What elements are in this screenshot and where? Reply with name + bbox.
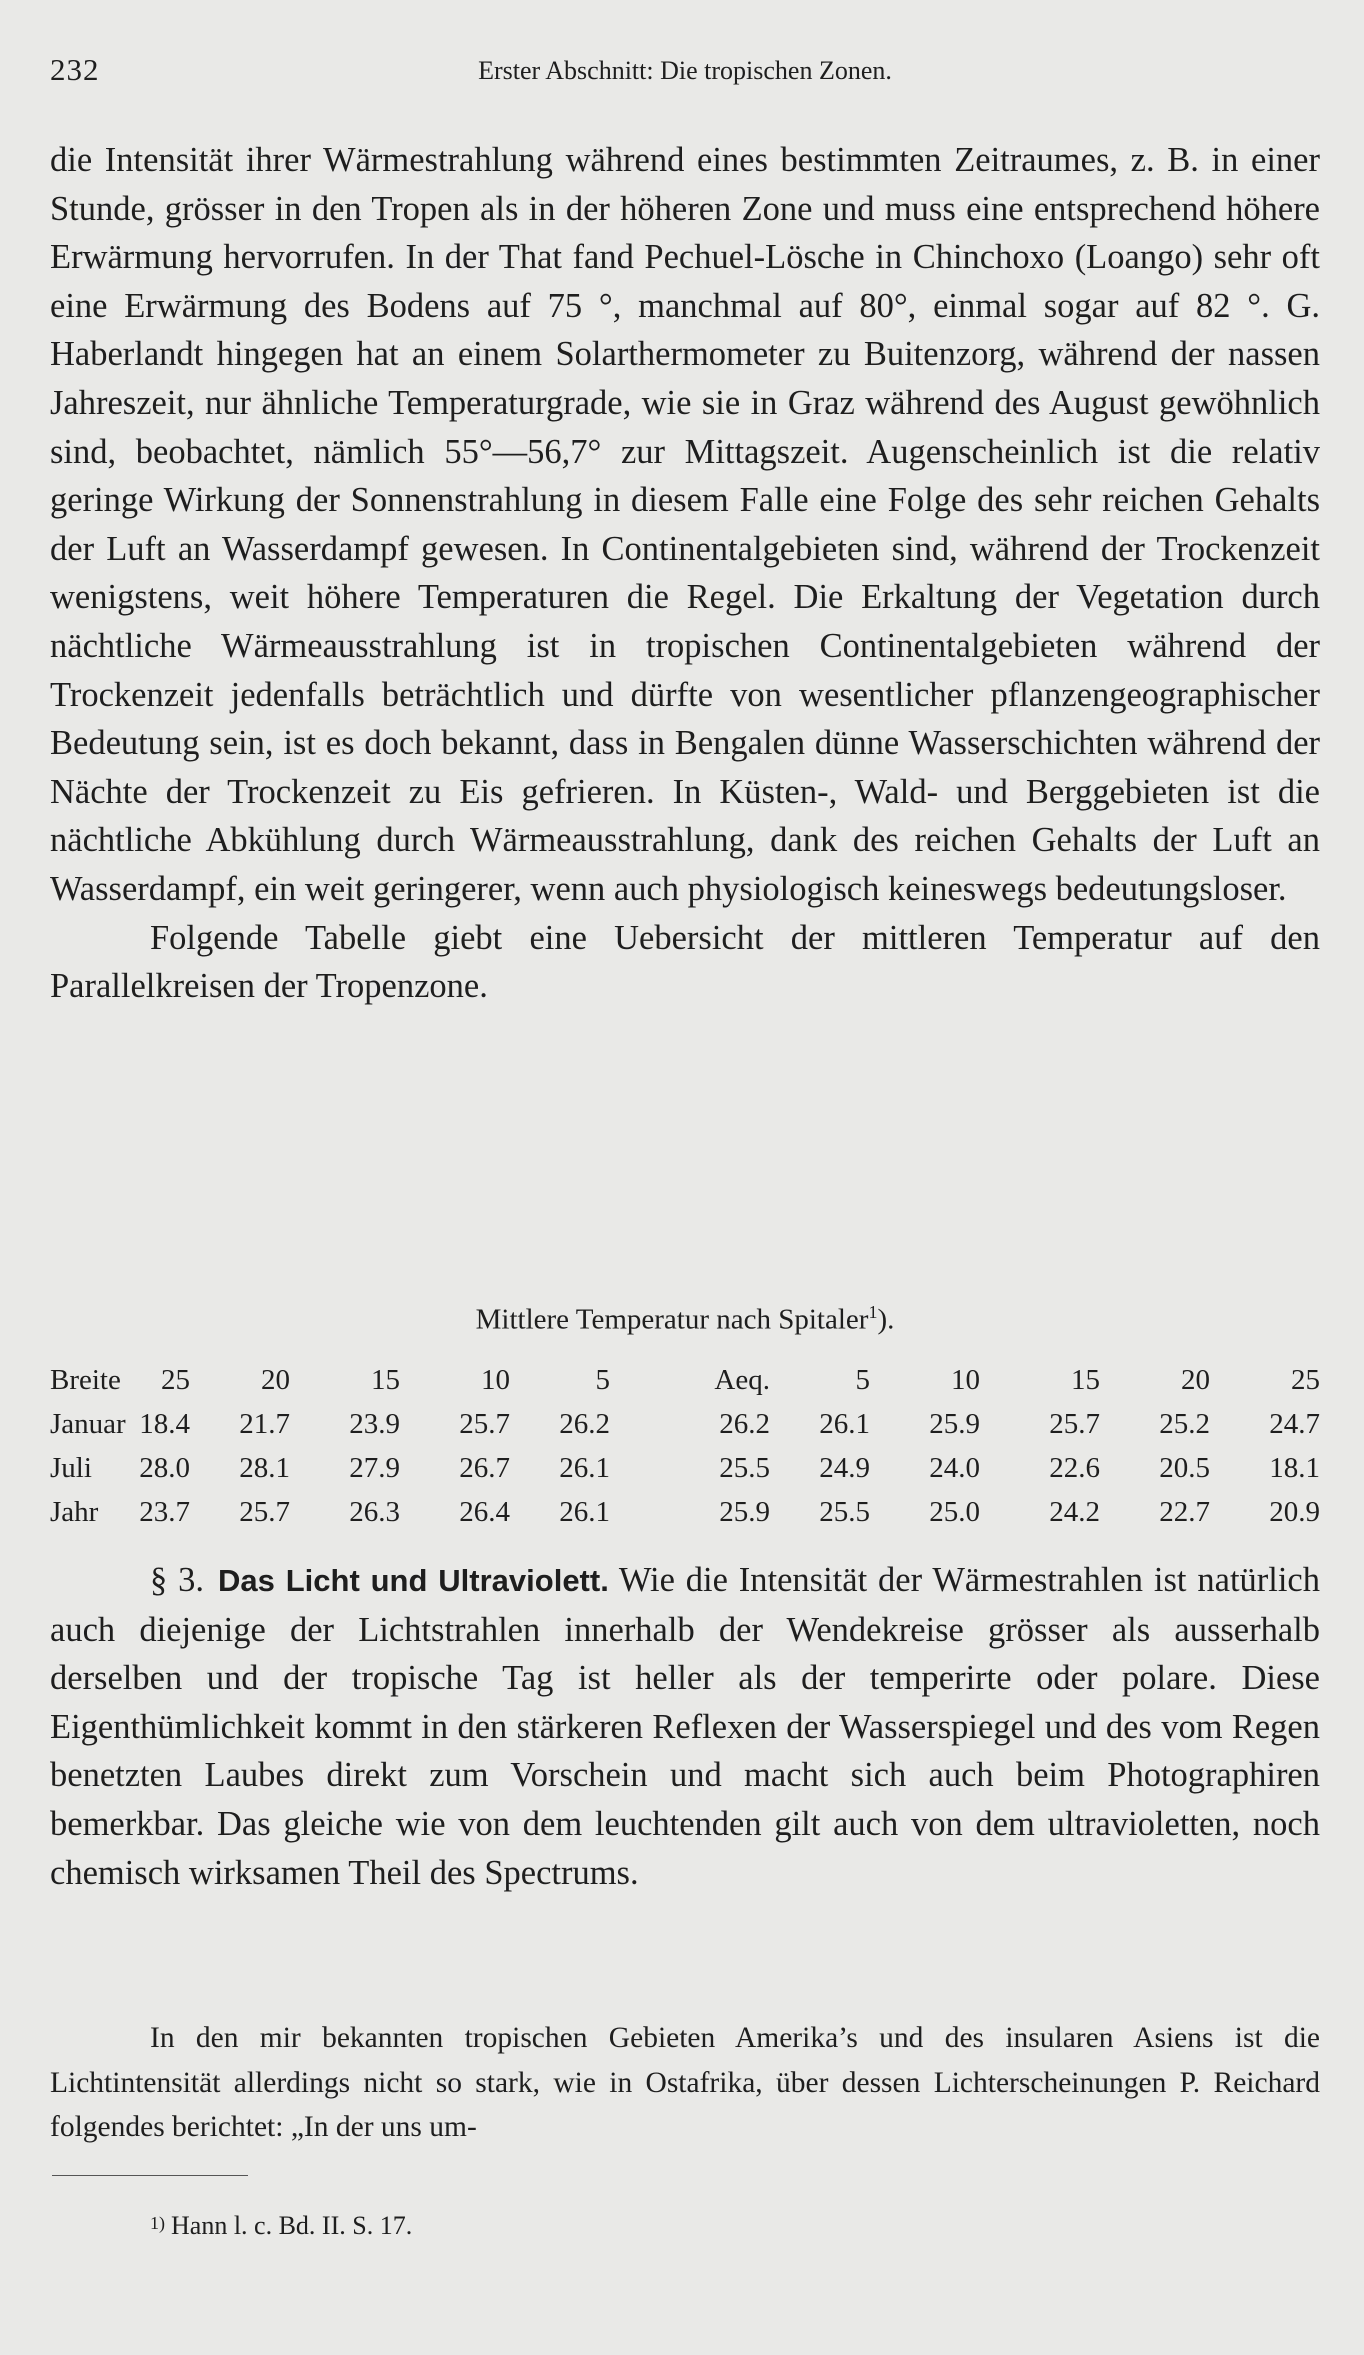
table-cell: 22.7 <box>1159 1496 1210 1528</box>
section-3 <box>50 1556 1320 1897</box>
table-cell: 25.9 <box>719 1496 770 1528</box>
table-cell: 25.7 <box>239 1496 290 1528</box>
table-cell: 18.1 <box>1269 1452 1320 1484</box>
table-cell: 25.0 <box>929 1496 980 1528</box>
body-text <box>50 136 1320 1011</box>
table-cell: 25.7 <box>1049 1408 1100 1440</box>
table-cell: 28.0 <box>139 1452 190 1484</box>
section-number: § 3. <box>150 1561 204 1599</box>
footnote-text: Hann l. c. Bd. II. S. 17. <box>171 2211 413 2240</box>
paragraph-2: Folgende Tabelle giebt eine Uebersicht der mittleren Temperatur auf den Parallelkreisen der Tropenzone. <box>50 918 1320 1006</box>
section-body: Wie die Intensität der Wärmestrahlen ist natürlich auch diejenige der Lichtstrahlen innerhalb der Wendekreise grösser als ausserhalb derselben und der tropische Tag ist heller als der temperirte oder polare. Diese Eigenthümlichkeit kommt in den stärkeren Reflexen der Wasserspiegel und des vom Regen benetzten Laubes direkt zum Vorschein und macht sich auch beim Photographiren bemerkbar. Das gleiche wie von dem leuchtenden gilt auch von dem ultravioletten, noch chemisch wirksamen Theil des Spectrums. <box>50 1561 1320 1892</box>
table-cell: 20 <box>261 1364 290 1396</box>
section-title: Das Licht und Ultraviolett. <box>218 1563 609 1598</box>
small-print-paragraph <box>50 2016 1320 2150</box>
row-label: Breite <box>50 1364 121 1396</box>
table-cell: 15 <box>371 1364 400 1396</box>
footnote-rule <box>52 2175 248 2176</box>
table-cell: 25 <box>1291 1364 1320 1396</box>
table-cell: 25 <box>161 1364 190 1396</box>
table-row <box>50 1490 1320 1534</box>
table-cell: 26.7 <box>459 1452 510 1484</box>
table-cell: 26.1 <box>559 1452 610 1484</box>
table-cell: 26.2 <box>559 1408 610 1440</box>
table-cell: 15 <box>1071 1364 1100 1396</box>
table-caption-end: ). <box>877 1303 895 1336</box>
table-cell: 20 <box>1181 1364 1210 1396</box>
table-cell: 20.5 <box>1159 1452 1210 1484</box>
page-number: 232 <box>50 52 100 87</box>
table-cell: 24.7 <box>1269 1408 1320 1440</box>
footnote-mark: 1) <box>150 2213 165 2233</box>
table-cell: 10 <box>951 1364 980 1396</box>
table-cell: 20.9 <box>1269 1496 1320 1528</box>
table-cell: 25.7 <box>459 1408 510 1440</box>
table-cell: 25.9 <box>929 1408 980 1440</box>
footnote <box>150 2211 412 2241</box>
table-cell: 25.2 <box>1159 1408 1210 1440</box>
table-caption-text: Mittlere Temperatur nach Spitaler <box>475 1303 869 1336</box>
table-row <box>50 1402 1320 1446</box>
table-row <box>50 1446 1320 1490</box>
table-caption-footnote-mark: 1 <box>868 1302 878 1322</box>
table-header-row <box>50 1358 1320 1402</box>
table-cell: 27.9 <box>349 1452 400 1484</box>
row-label: Jahr <box>50 1496 99 1528</box>
table-cell: 24.9 <box>819 1452 870 1484</box>
row-label: Juli <box>50 1452 92 1484</box>
table-cell: Aeq. <box>714 1364 770 1396</box>
row-label: Januar <box>50 1408 126 1440</box>
table-cell: 5 <box>855 1364 870 1396</box>
temperature-table <box>50 1358 1320 1534</box>
section-paragraph <box>50 1556 1320 1897</box>
paragraph-1: die Intensität ihrer Wärmestrahlung während eines bestimmten Zeitraumes, z. B. in einer Stunde, grösser in den Tropen als in der höheren Zone und muss eine entsprechend höhere Erwärmung hervorrufen. In der That fand Pechuel-Lösche in Chinchoxo (Loango) sehr oft eine Erwärmung des Bodens auf 75 °, manchmal auf 80°, einmal sogar auf 82 °. G. Haberlandt hingegen hat an einem Solarthermometer zu Buitenzorg, während der nassen Jahreszeit, nur ähnliche Temperaturgrade, wie sie in Graz während des August gewöhnlich sind, beobachtet, nämlich 55°—56,7° zur Mittagszeit. Augenscheinlich ist die relativ geringe Wirkung der Sonnenstrahlung in diesem Falle eine Folge des sehr reichen Gehalts der Luft an Wasserdampf gewesen. In Continentalgebieten sind, während der Trockenzeit wenigstens, weit höhere Temperaturen die Regel. Die Erkaltung der Vegetation durch nächtliche Wärmeausstrahlung ist in tropischen Continentalgebieten während der Trockenzeit jedenfalls beträchtlich und dürfte von wesentlicher pflanzengeographischer Bedeutung sein, ist es doch bekannt, dass in Bengalen dünne Wasserschichten während der Nächte der Trockenzeit zu Eis gefrieren. In Küsten-, Wald- und Berggebieten ist die nächtliche Abkühlung durch Wärmeausstrahlung, dank des reichen Gehalts der Luft an Wasserdampf, ein weit geringerer, wenn auch physiologisch keineswegs bedeutungsloser. <box>50 141 1320 908</box>
table-cell: 10 <box>481 1364 510 1396</box>
table-cell: 23.9 <box>349 1408 400 1440</box>
running-title: Erster Abschnitt: Die tropischen Zonen. <box>478 56 892 85</box>
small-paragraph: In den mir bekannten tropischen Gebieten Amerika’s und des insularen Asiens ist die Lichtintensität allerdings nicht so stark, wie in Ostafrika, über dessen Lichterscheinungen P. Reichard folgendes berichtet: „In der uns um- <box>50 2022 1320 2143</box>
table-cell: 22.6 <box>1049 1452 1100 1484</box>
running-head <box>50 52 1320 102</box>
table-cell: 26.4 <box>459 1496 510 1528</box>
table-cell: 24.0 <box>929 1452 980 1484</box>
table-cell: 24.2 <box>1049 1496 1100 1528</box>
table-cell: 26.1 <box>559 1496 610 1528</box>
table-cell: 25.5 <box>719 1452 770 1484</box>
table-cell: 18.4 <box>139 1408 190 1440</box>
table-cell: 26.1 <box>819 1408 870 1440</box>
table-cell: 5 <box>595 1364 610 1396</box>
table-cell: 28.1 <box>239 1452 290 1484</box>
table-cell: 25.5 <box>819 1496 870 1528</box>
table-caption <box>50 1302 1320 1337</box>
table-cell: 26.3 <box>349 1496 400 1528</box>
table-cell: 26.2 <box>719 1408 770 1440</box>
table-cell: 21.7 <box>239 1408 290 1440</box>
table-cell: 23.7 <box>139 1496 190 1528</box>
